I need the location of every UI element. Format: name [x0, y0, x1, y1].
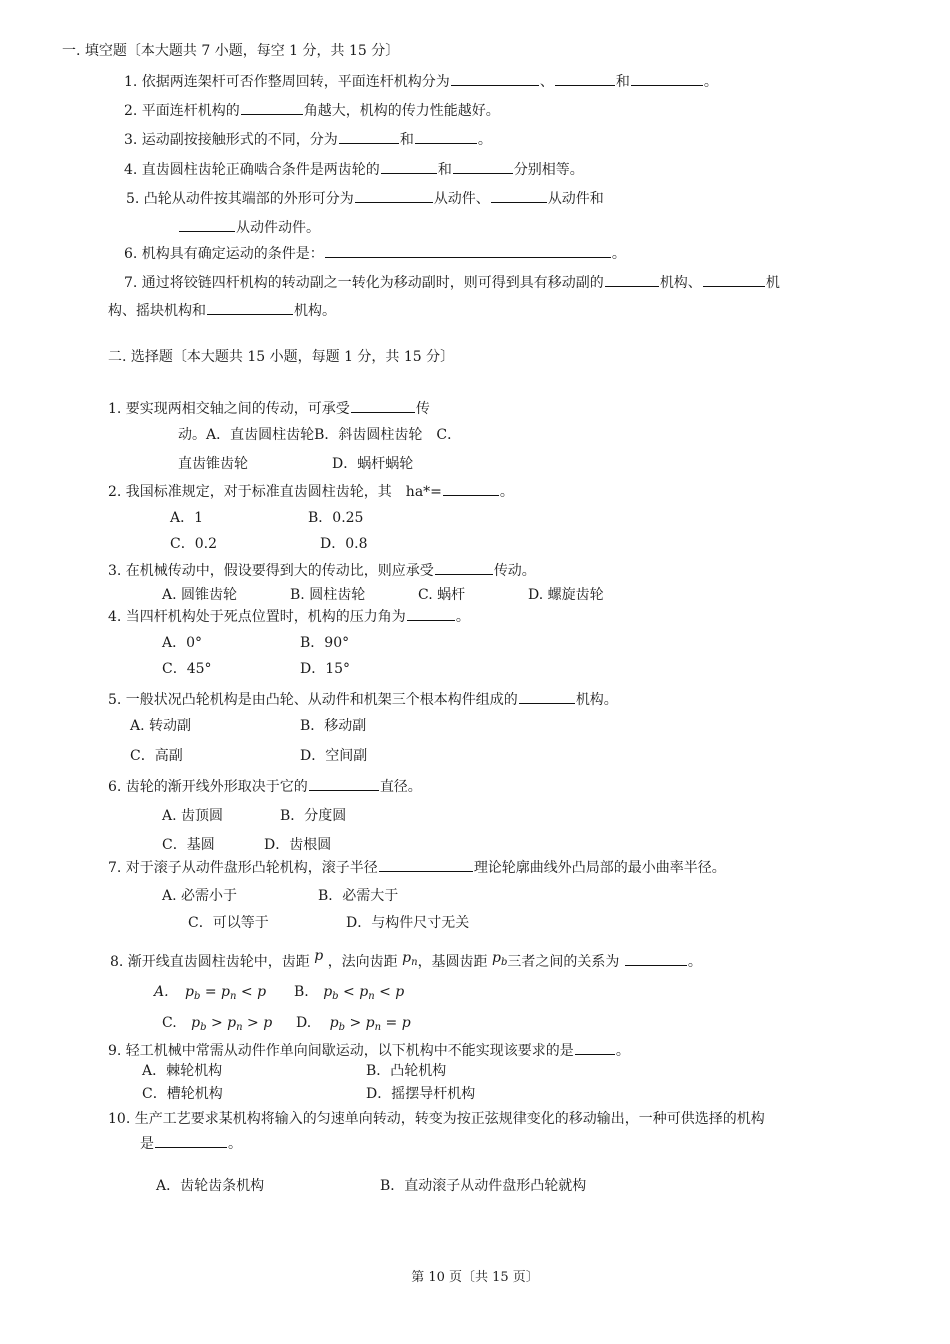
choice-question-8-option-d[interactable]: D. $p_b > p_n = p$	[296, 1015, 411, 1033]
answer-blank[interactable]	[407, 606, 455, 621]
answer-blank[interactable]	[605, 272, 659, 287]
choice-question-7: 7. 对于滚子从动件盘形凸轮机构，滚子半径 理论轮廓曲线外凸局部的最小曲率半径。	[108, 857, 726, 877]
answer-blank[interactable]	[325, 243, 611, 258]
answer-blank[interactable]	[443, 481, 499, 496]
formula-d: $p_b > p_n = p$	[329, 1015, 411, 1033]
answer-blank[interactable]	[519, 689, 575, 704]
fill-question-1: 1. 依据两连架杆可否作整周回转，平面连杆机构分为 、 和 。	[124, 71, 718, 91]
formula-c: $p_b > p_n > p$	[191, 1015, 273, 1033]
choice-question-2-option-c[interactable]: C．0.2	[170, 536, 217, 552]
choice-question-9-option-b[interactable]: B．凸轮机构	[366, 1063, 447, 1079]
choice-question-9-option-a[interactable]: A．棘轮机构	[142, 1063, 223, 1079]
choice-question-7-option-a[interactable]: A. 必需小于	[162, 888, 238, 904]
answer-blank[interactable]	[179, 217, 235, 232]
answer-blank[interactable]	[415, 129, 477, 144]
symbol-p: p	[314, 948, 324, 964]
choice-question-2-option-d[interactable]: D．0.8	[320, 536, 368, 552]
choice-question-8-option-b[interactable]: B. $p_b < p_n < p$	[294, 984, 405, 1002]
choice-question-6-option-a[interactable]: A. 齿顶圆	[162, 808, 224, 824]
choice-question-5: 5. 一般状况凸轮机构是由凸轮、从动件和机架三个根本构件组成的 机构。	[108, 689, 618, 709]
choice-question-3: 3. 在机械传动中，假设要得到大的传动比，则应承受 传动。	[108, 560, 536, 580]
choice-question-4-option-c[interactable]: C．45°	[162, 661, 212, 677]
choice-question-2-option-b[interactable]: B．0.25	[308, 510, 364, 526]
answer-blank[interactable]	[207, 300, 293, 315]
choice-question-10-option-b[interactable]: B．直动滚子从动件盘形凸轮就构	[380, 1178, 587, 1194]
answer-blank[interactable]	[555, 71, 615, 86]
formula-b: $p_b < p_n < p$	[323, 984, 405, 1002]
choice-question-2: 2. 我国标准规定，对于标准直齿圆柱齿轮，其 ha*= 。	[108, 481, 514, 501]
answer-blank[interactable]	[625, 951, 687, 966]
choice-question-9-option-c[interactable]: C．槽轮机构	[142, 1086, 223, 1102]
fill-question-7: 7. 通过将铰链四杆机构的转动副之一转化为移动副时，则可得到具有移动副的 机构、 机	[124, 272, 780, 292]
choice-question-4-option-b[interactable]: B．90°	[300, 635, 350, 651]
choice-question-5-option-b[interactable]: B．移动副	[300, 718, 367, 734]
choice-question-1-line-2: 动。A．直齿圆柱齿轮B．斜齿圆柱齿轮 C．	[178, 427, 462, 443]
answer-blank[interactable]	[351, 398, 415, 413]
answer-blank[interactable]	[379, 857, 473, 872]
choice-question-8-option-a[interactable]: A. $p_b = p_n < p$	[154, 984, 267, 1002]
answer-blank[interactable]	[631, 71, 703, 86]
choice-question-1-option-d[interactable]: D．蜗杆蜗轮	[332, 456, 414, 472]
choice-question-9-option-d[interactable]: D．摇摆导杆机构	[366, 1086, 476, 1102]
choice-question-1-option-c[interactable]: 直齿锥齿轮	[178, 456, 248, 472]
choice-question-9: 9. 轻工机械中常需从动件作单向间歇运动，以下机构中不能实现该要求的是 。	[108, 1040, 630, 1060]
answer-blank[interactable]	[435, 560, 493, 575]
formula-a: $p_b = p_n < p$	[185, 984, 267, 1002]
answer-blank[interactable]	[451, 71, 539, 86]
fill-question-3: 3. 运动副按接触形式的不同，分为 和 。	[124, 129, 492, 149]
choice-question-5-option-d[interactable]: D．空间副	[300, 748, 368, 764]
choice-question-3-option-b[interactable]: B. 圆柱齿轮	[290, 587, 366, 603]
fill-question-6: 6. 机构具有确定运动的条件是： 。	[124, 243, 626, 263]
choice-question-3-option-d[interactable]: D. 螺旋齿轮	[528, 587, 604, 603]
choice-question-10-line-2: 是 。	[140, 1133, 242, 1153]
symbol-pb: $p_b$	[492, 950, 508, 968]
choice-question-1: 1. 要实现两相交轴之间的传动，可承受 传	[108, 398, 430, 418]
answer-blank[interactable]	[703, 272, 765, 287]
answer-blank[interactable]	[453, 159, 513, 174]
answer-blank[interactable]	[241, 100, 303, 115]
choice-question-7-option-b[interactable]: B．必需大于	[318, 888, 399, 904]
choice-question-7-option-c[interactable]: C．可以等于	[188, 915, 269, 931]
choice-question-6-option-c[interactable]: C．基圆	[162, 837, 215, 853]
answer-blank[interactable]	[381, 159, 437, 174]
choice-question-6: 6. 齿轮的渐开线外形取决于它的 直径。	[108, 776, 422, 796]
choice-question-7-option-d[interactable]: D．与构件尺寸无关	[346, 915, 470, 931]
fill-question-5: 5. 凸轮从动件按其端部的外形可分为 从动件、 从动件和	[126, 188, 604, 208]
choice-question-6-option-d[interactable]: D．齿根圆	[264, 837, 332, 853]
choice-question-3-option-c[interactable]: C. 蜗杆	[418, 587, 466, 603]
choice-question-4-option-a[interactable]: A．0°	[162, 635, 203, 651]
answer-blank[interactable]	[491, 188, 547, 203]
fill-question-5-line-2: 从动件动件。	[178, 217, 320, 237]
choice-question-3-option-a[interactable]: A. 圆锥齿轮	[162, 587, 238, 603]
choice-question-6-option-b[interactable]: B．分度圆	[280, 808, 347, 824]
answer-blank[interactable]	[339, 129, 399, 144]
symbol-pn: $p_n$	[402, 950, 418, 968]
choice-question-5-option-c[interactable]: C．高副	[130, 748, 183, 764]
fill-question-2: 2. 平面连杆机构的 角越大，机构的传力性能越好。	[124, 100, 500, 120]
answer-blank[interactable]	[155, 1133, 227, 1148]
section-1-title: 一. 填空题〔本大题共 7 小题，每空 1 分，共 15 分〕	[62, 43, 400, 59]
choice-question-4-option-d[interactable]: D．15°	[300, 661, 351, 677]
choice-question-2-option-a[interactable]: A．1	[170, 510, 204, 526]
answer-blank[interactable]	[355, 188, 433, 203]
choice-question-8-option-c[interactable]: C. $p_b > p_n > p$	[162, 1015, 273, 1033]
choice-question-10-option-a[interactable]: A．齿轮齿条机构	[156, 1178, 265, 1194]
page-footer: 第 10 页〔共 15 页〕	[411, 1270, 539, 1285]
fill-question-4: 4. 直齿圆柱齿轮正确啮合条件是两齿轮的 和 分别相等。	[124, 159, 584, 179]
choice-question-4: 4. 当四杆机构处于死点位置时，机构的压力角为 。	[108, 606, 470, 626]
section-2-title: 二. 选择题〔本大题共 15 小题，每题 1 分，共 15 分〕	[108, 349, 455, 365]
choice-question-10: 10. 生产工艺要求某机构将输入的匀速单向转动，转变为按正弦规律变化的移动输出，一种可供选择的机构	[108, 1111, 765, 1127]
answer-blank[interactable]	[575, 1040, 615, 1055]
choice-question-8: 8. 渐开线直齿圆柱齿轮中，齿距 p ，法向齿距 $p_n$，基圆齿距 $p_b$三者之间的关系为 。	[110, 948, 702, 970]
choice-question-5-option-a[interactable]: A. 转动副	[130, 718, 192, 734]
fill-question-7-line-2: 构、摇块机构和 机构。	[108, 300, 336, 320]
answer-blank[interactable]	[309, 776, 379, 791]
